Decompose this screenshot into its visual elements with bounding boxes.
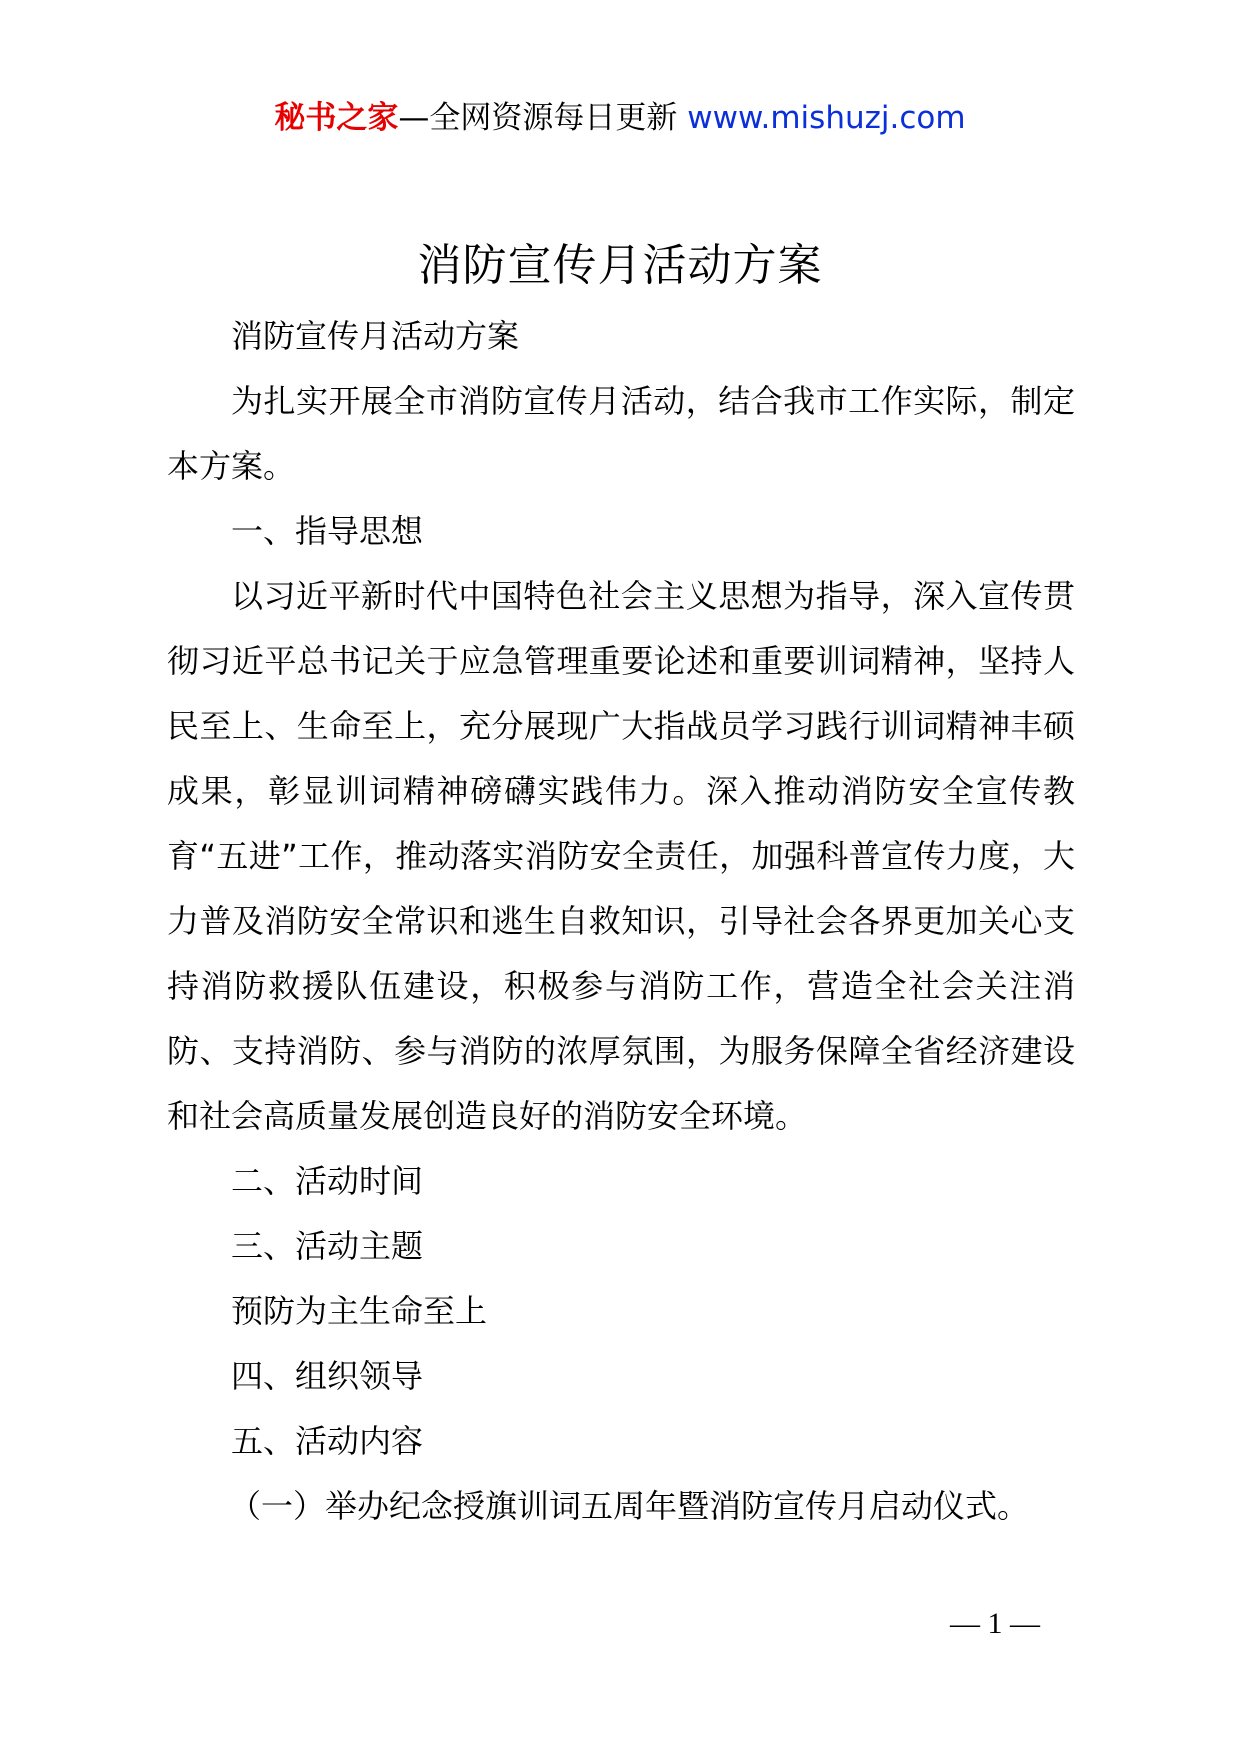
paragraph-activity-theme: 预防为主生命至上 [231,1292,488,1330]
section-heading-guiding-ideology: 一、指导思想 [231,512,424,550]
document-title: 消防宣传月活动方案 [417,240,823,291]
paragraph-guiding-ideology: 以习近平新时代中国特色社会主义思想为指导，深入宣传贯彻习近平总书记关于应急管理重要论述和重要训词精神，坚持人民至上、生命至上，充分展现广大指战员学习践行训词精神丰硕成果，彰显训词精神磅礴实践伟力。深入推动消防安全宣传教育“五进”工作，推动落实消防安全责任，加强科普宣传力度，大力普及消防安全常识和逃生自救知识，引导社会各界更加关心支持消防救援队伍建设，积极参与消防工作，营造全社会关注消防、支持消防、参与消防的浓厚氛围，为服务保障全省经济建设和社会高质量发展创造良好的消防安全环境。 [167,577,1075,1135]
section-heading-organization: 四、组织领导 [231,1357,424,1395]
document-body [167,304,1075,1539]
section-heading-activity-theme: 三、活动主题 [231,1227,424,1265]
section-heading-activity-time: 二、活动时间 [231,1162,424,1200]
paragraph-activity-item-1: （一）举办纪念授旗训词五周年暨消防宣传月启动仪式。 [229,1487,1030,1525]
paragraph-intro: 为扎实开展全市消防宣传月活动，结合我市工作实际，制定本方案。 [167,382,1075,485]
site-url-link[interactable]: www.mishuzj.com [687,100,966,136]
site-brand: 秘书之家 [274,100,399,136]
paragraph-subtitle: 消防宣传月活动方案 [231,317,520,355]
page-number: — 1 — [950,1607,1040,1640]
site-header [0,98,1240,138]
section-heading-activity-content: 五、活动内容 [231,1422,424,1460]
site-slogan: —全网资源每日更新 [398,100,678,136]
